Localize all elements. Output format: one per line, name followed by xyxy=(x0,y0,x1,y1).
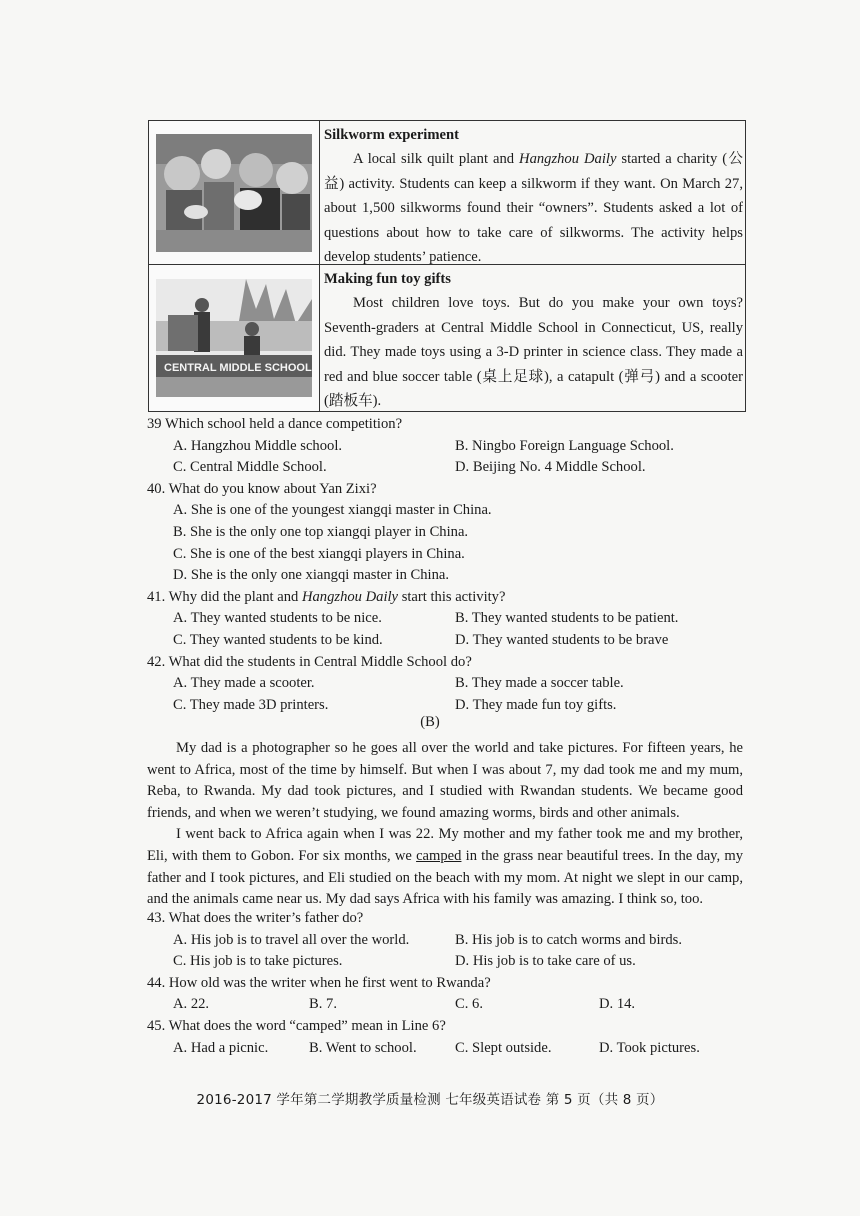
article-title: Making fun toy gifts xyxy=(324,271,451,287)
option-d[interactable]: D. Took pictures. xyxy=(599,1039,700,1056)
underlined-word: camped xyxy=(416,847,462,864)
question-stem-text: 41. Why did the plant and xyxy=(147,588,302,605)
question-stem: 45. What does the word “camped” mean in Line 6? xyxy=(147,1017,446,1034)
article-body: Most children love toys. But do you make your own toys? Seventh-graders at Central Middle School in Connecticut, US, really did. They made toys using a 3-D printer in science class. They made a red and blue soccer table (桌上足球), a catapult (弹弓) and a scooter (踏板车). xyxy=(324,295,743,410)
school-sign-text: CENTRAL MIDDLE SCHOOL xyxy=(164,362,312,374)
questions-a xyxy=(147,414,747,716)
news-row-silkworm xyxy=(149,121,745,265)
option-d[interactable]: D. They made fun toy gifts. xyxy=(455,696,617,713)
question-stem: 39 Which school held a dance competition? xyxy=(147,416,403,432)
options xyxy=(147,500,747,586)
option-b[interactable]: B. Went to school. xyxy=(309,1039,417,1056)
question-42 xyxy=(147,652,747,717)
questions-b xyxy=(147,908,747,1059)
paragraph-text: I went back to Africa again when I was 22. My mother and my father took me and my brother, Eli, with them to Gobon. For six months, we xyxy=(147,826,743,864)
students-with-silkworms-photo xyxy=(156,134,312,252)
option-a[interactable]: A. 22. xyxy=(173,996,210,1013)
toy-gifts-article xyxy=(320,265,745,411)
question-39 xyxy=(147,414,747,479)
option-d[interactable]: D. Beijing No. 4 Middle School. xyxy=(455,459,646,476)
passage-b xyxy=(147,738,743,911)
article-body-text: A local silk quilt plant and xyxy=(353,151,520,168)
option-c[interactable]: C. They wanted students to be kind. xyxy=(173,631,383,648)
option-c[interactable]: C. She is one of the best xiangqi players in China. xyxy=(173,545,465,562)
option-b[interactable]: B. His job is to catch worms and birds. xyxy=(455,931,682,948)
option-b[interactable]: B. They made a soccer table. xyxy=(455,675,624,692)
question-stem: 43. What does the writer’s father do? xyxy=(147,910,364,926)
question-stem xyxy=(147,587,747,609)
option-d[interactable]: D. 14. xyxy=(599,996,636,1013)
question-41 xyxy=(147,587,747,652)
option-b[interactable]: B. They wanted students to be patient. xyxy=(455,610,679,627)
question-43 xyxy=(147,908,747,973)
article-body-text: started a charity (公益) activity. Students can keep a silkworm if they want. On March 27, about 1,500 silkworms found their “owners”. Students asked a lot of questions about how to take care of silkworms. The activity helps develop students’ patience. xyxy=(324,151,743,266)
options xyxy=(147,1038,747,1060)
option-a[interactable]: A. Hangzhou Middle school. xyxy=(173,437,343,454)
option-a[interactable]: A. She is one of the youngest xiangqi master in China. xyxy=(173,502,492,519)
paragraph-text: My dad is a photographer so he goes all over the world and take pictures. For fifteen years, he went to Africa, most of the time by himself. But when I was about 7, my dad took me and my mum, Reba, to Rwanda. My dad took pictures, and I studied with Rwandan students. We became good friends, and when we weren’t studying, we found amazing worms, birds and other animals. xyxy=(147,740,743,821)
question-stem: 42. What did the students in Central Middle School do? xyxy=(147,653,472,670)
option-c[interactable]: C. They made 3D printers. xyxy=(173,696,329,713)
page-footer: 2016-2017 学年第二学期教学质量检测 七年级英语试卷 第 5 页（共 8 页） xyxy=(196,1092,664,1108)
option-c[interactable]: C. His job is to take pictures. xyxy=(173,953,343,970)
option-a[interactable]: A. They wanted students to be nice. xyxy=(173,610,382,627)
option-d[interactable]: D. She is the only one xiangqi master in China. xyxy=(173,567,450,584)
option-c[interactable]: C. Slept outside. xyxy=(455,1039,552,1056)
option-a[interactable]: A. His job is to travel all over the world. xyxy=(173,931,410,948)
passage-paragraph-2 xyxy=(147,824,743,910)
photo-cell xyxy=(149,265,320,411)
newspaper-name: Hangzhou Daily xyxy=(301,588,399,605)
question-40 xyxy=(147,479,747,587)
option-b[interactable]: B. Ningbo Foreign Language School. xyxy=(455,437,674,454)
option-c[interactable]: C. Central Middle School. xyxy=(173,459,327,476)
options xyxy=(147,994,747,1016)
article-title: Silkworm experiment xyxy=(324,127,459,143)
article-body xyxy=(324,147,743,269)
photo-cell xyxy=(149,121,320,264)
option-c[interactable]: C. 6. xyxy=(455,996,483,1013)
paragraph-text: in the grass near beautiful trees. In the day, my father and I took pictures, and Eli studied on the beach with my mom. At night we slept in our camp, and the animals came near us. My dad says Africa with his family was amazing. I think so, too. xyxy=(147,847,743,908)
option-d[interactable]: D. They wanted students to be brave xyxy=(455,631,669,648)
option-a[interactable]: A. They made a scooter. xyxy=(173,675,315,692)
option-b[interactable]: B. 7. xyxy=(309,996,337,1013)
silkworm-article xyxy=(320,121,745,264)
question-stem: 44. How old was the writer when he first went to Rwanda? xyxy=(147,974,491,991)
option-d[interactable]: D. His job is to take care of us. xyxy=(455,953,636,970)
question-stem: 40. What do you know about Yan Zixi? xyxy=(147,480,377,497)
passage-paragraph-1 xyxy=(147,738,743,824)
question-stem-text: start this activity? xyxy=(398,588,506,605)
option-a[interactable]: A. Had a picnic. xyxy=(173,1039,269,1056)
news-row-toy-gifts xyxy=(149,265,745,411)
newspaper-name: Hangzhou Daily xyxy=(519,151,617,168)
question-45 xyxy=(147,1016,747,1059)
question-44 xyxy=(147,973,747,1016)
central-middle-school-sign-photo xyxy=(156,279,312,397)
options xyxy=(147,608,747,651)
option-b[interactable]: B. She is the only one top xiangqi player in China. xyxy=(173,523,469,540)
section-b-label: (B) xyxy=(420,714,440,730)
options xyxy=(147,673,747,716)
options xyxy=(147,930,747,973)
options xyxy=(147,436,747,479)
news-table xyxy=(148,120,746,412)
